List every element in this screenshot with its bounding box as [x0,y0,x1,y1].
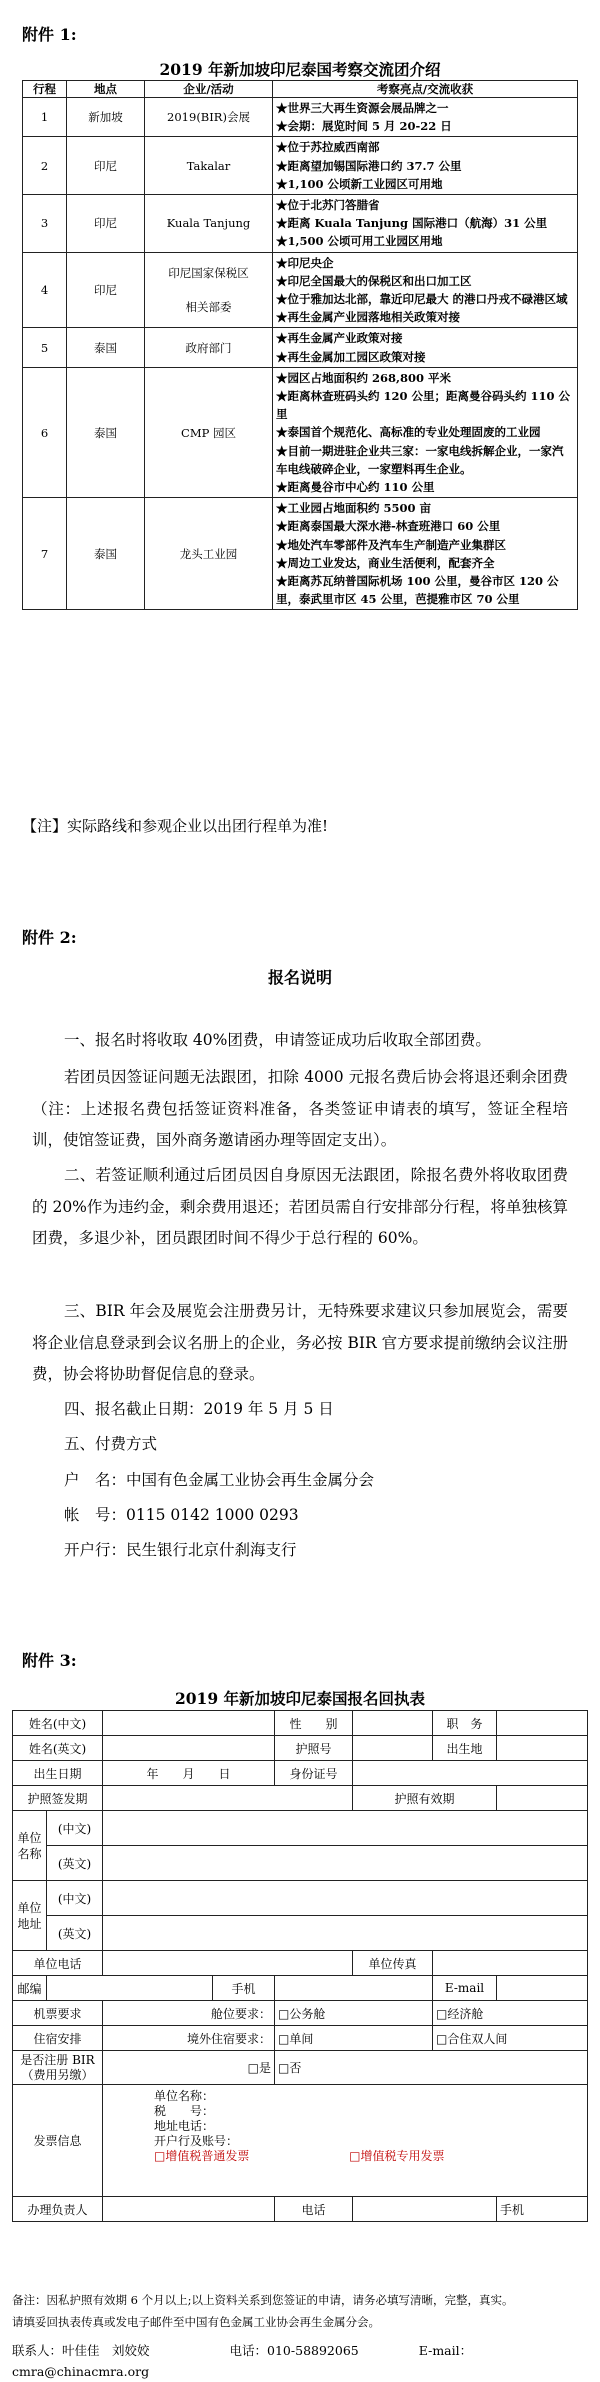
itinerary-table [22,80,578,610]
invoice-special-checkbox[interactable]: □增值税专用发票 [349,2149,445,2163]
highlight-line: ★再生金属产业园落地相关政策对接 [276,310,460,325]
contact-line [12,2340,588,2382]
highlight-line: ★周边工业发达，商业生活便利，配套齐全 [276,555,495,570]
row-activity: Takalar [145,137,273,195]
postcode-field[interactable] [47,1976,213,2001]
highlight-line: ★1,100 公顷新工业园区可用地 [276,176,443,191]
row-activity: Kuala Tanjung [145,195,273,253]
row-activity: 政府部门 [145,328,273,367]
name-en-label: 姓名(英文) [13,1736,103,1761]
highlight-line: ★距离曼谷市中心约 110 公里 [276,480,435,495]
row-highlights [273,137,578,195]
highlight-line: ★世界三大再生资源会展品牌之一 [276,101,449,115]
row-place: 印尼 [67,195,145,253]
activity-line: 相关部委 [185,300,232,315]
table-row [23,498,578,610]
ticket-label: 机票要求 [13,2001,103,2026]
attachment-1-label: 附件 1: [22,25,77,44]
handler-phone-field[interactable] [353,2197,497,2222]
gender-field[interactable] [353,1711,433,1736]
deadline-text: 四、报名截止日期：2019 年 5 月 5 日 [64,1400,334,1418]
account-number-value: 0115 0142 1000 0293 [126,1506,299,1524]
form-note-2: 请填妥回执表传真或发电子邮件至中国有色金属工业协会再生金属分会。 [12,2315,380,2329]
row-activity: 龙头工业园 [145,498,273,610]
row-highlights [273,367,578,497]
row-highlights [273,328,578,367]
handler-field[interactable] [103,2197,275,2222]
unit-name-label: 单位名称 [13,1811,47,1881]
form-note-1: 备注：因私护照有效期 6 个月以上;以上资料关系到您签证的申请，请务必填写清晰，完整，真实。 [12,2293,514,2307]
business-class-checkbox[interactable]: □公务舱 [275,2001,433,2026]
highlight-line: ★印尼央企 [276,255,334,270]
unit-address-label: 单位地址 [13,1881,47,1951]
row-place: 新加坡 [67,98,145,137]
row-no: 2 [23,137,67,195]
email-contact-value: cmra@chinacmra.org [12,2364,150,2379]
account-name-line [64,1468,374,1490]
bank-label: 开户行： [64,1541,127,1559]
unit-name-en-field[interactable] [103,1846,588,1881]
bank-value: 民生银行北京什刹海支行 [126,1541,297,1559]
row-no: 7 [23,498,67,610]
invoice-normal-checkbox[interactable]: □增值税普通发票 [154,2149,250,2163]
mobile-field[interactable] [275,1976,433,2001]
row-no: 3 [23,195,67,253]
invoice-line: 开户行及账号： [154,2134,239,2148]
attachment-3-label: 附件 3: [22,1651,77,1670]
seat-label: 舱位要求： [103,2001,275,2026]
position-label: 职 务 [433,1711,497,1736]
mobile-label: 手机 [213,1976,275,2001]
unit-address-en-field[interactable] [103,1916,588,1951]
bank-line [64,1538,297,1560]
account-name-label: 户 名： [64,1471,127,1489]
header-cell: 考察亮点/交流收获 [273,81,578,98]
row-place: 泰国 [67,367,145,497]
row-highlights [273,98,578,137]
table-row [23,367,578,497]
shared-room-checkbox[interactable]: □合住双人间 [433,2026,588,2051]
invoice-line: 单位名称： [154,2089,215,2103]
row-place: 泰国 [67,498,145,610]
invoice-type-options [106,2149,584,2164]
contact-names: 叶佳佳 刘姣姣 [62,2343,150,2358]
unit-address-cn-label: (中文) [47,1881,103,1916]
hotel-req-label: 境外住宿要求： [103,2026,275,2051]
row-no: 6 [23,367,67,497]
birthplace-label: 出生地 [433,1736,497,1761]
id-number-field[interactable] [353,1761,588,1786]
invoice-field[interactable] [103,2085,588,2197]
row-no: 4 [23,252,67,328]
contact-label: 联系人： [12,2343,63,2358]
highlight-line: ★再生金属加工园区政策对接 [276,349,426,364]
unit-address-en-label: (英文) [47,1916,103,1951]
notes-paragraph-3: 二、若签证顺利通过后团员因自身原因无法跟团，除报名费外将收取团费的 20%作为违约金，剩余费用退还；若团员需自行安排部分行程，将单独核算团费，多退少补，团员跟团时间不得少于总行程的 60%。 [32,1166,568,1247]
unit-name-cn-label: (中文) [47,1811,103,1846]
hotel-label: 住宿安排 [13,2026,103,2051]
email-label: E-mail [433,1976,497,2001]
payment-method-heading: 五、付费方式 [64,1435,158,1453]
passport-issue-field[interactable] [103,1786,353,1811]
unit-address-cn-field[interactable] [103,1881,588,1916]
account-name-value: 中国有色金属工业协会再生金属分会 [126,1471,375,1489]
email-field[interactable] [497,1976,588,2001]
passport-valid-field[interactable] [497,1786,588,1811]
highlight-line: ★再生金属产业政策对接 [276,331,403,346]
highlight-line: ★工业园占地面积约 5500 亩 [276,501,432,516]
table-row [23,98,578,137]
dob-year: 年 [146,1766,159,1781]
dob-label: 出生日期 [13,1761,103,1786]
highlight-line: ★印尼全国最大的保税区和出口加工区 [276,273,472,288]
gender-label: 性 别 [275,1711,353,1736]
attachment-2-label: 附件 2: [22,928,77,947]
notes-paragraph-1: 一、报名时将收取 40%团费，申请签证成功后收取全部团费。 [64,1031,491,1049]
postcode-label: 邮编 [13,1976,47,2001]
table-row [23,328,578,367]
header-cell: 行程 [23,81,67,98]
notes-paragraph-2: 若团员因签证问题无法跟团，扣除 4000 元报名费后协会将退还剩余团费（注：上述报名费包括签证资料准备，各类签证申请表的填写，签证全程培训，使馆签证费，国外商务邀请函办理等固定支出）。 [32,1068,568,1149]
invoice-line: 地址电话： [154,2119,215,2133]
id-number-label: 身份证号 [275,1761,353,1786]
invoice-line: 税 号： [154,2104,215,2118]
row-place: 印尼 [67,137,145,195]
table-header-row [23,81,578,98]
row-activity: 2019(BIR)会展 [145,98,273,137]
highlight-line: ★1,500 公顷可用工业园区用地 [276,234,443,249]
single-room-checkbox[interactable]: □单间 [275,2026,433,2051]
highlight-line: ★泰国首个规范化、高标准的专业处理固废的工业园 [276,425,541,440]
row-no: 5 [23,328,67,367]
name-en-field[interactable] [103,1736,275,1761]
highlight-line: ★距离林查班码头约 120 公里；距离曼谷码头约 110 公里 [276,389,571,422]
passport-label: 护照号 [275,1736,353,1761]
unit-fax-label: 单位传真 [353,1951,433,1976]
bir-no-checkbox[interactable]: □否 [275,2051,588,2085]
unit-name-cn-field[interactable] [103,1811,588,1846]
unit-phone-field[interactable] [103,1951,353,1976]
activity-line: 印尼国家保税区 [168,266,249,281]
unit-phone-label: 单位电话 [13,1951,103,1976]
highlight-line: ★会期：展览时间 5 月 20-22 日 [276,119,452,134]
unit-fax-field[interactable] [433,1951,588,1976]
position-field[interactable] [497,1711,588,1736]
handler-mobile-cell [497,2197,588,2222]
header-cell: 地点 [67,81,145,98]
passport-field[interactable] [353,1736,433,1761]
dob-field[interactable] [103,1761,275,1786]
account-number-line [64,1503,299,1525]
itinerary-note: 【注】实际路线和参观企业以出团行程单为准! [22,817,329,835]
table-row [23,137,578,195]
tel-label: 电话： [229,2343,268,2358]
highlight-line: ★距离苏瓦纳普国际机场 100 公里，曼谷市区 120 公里，泰武里市区 45 公里，芭提雅市区 70 公里 [276,574,559,607]
tel-value: 010-58892065 [267,2343,359,2358]
highlight-line: ★距离 Kuala Tanjung 国际港口（航海）31 公里 [276,216,548,231]
header-cell: 企业/活动 [145,81,273,98]
highlight-line: ★位于苏拉威西南部 [276,140,380,155]
invoice-label: 发票信息 [13,2085,103,2197]
registration-notes-title: 报名说明 [267,968,332,987]
passport-valid-label: 护照有效期 [353,1786,497,1811]
handler-mobile-label: 手机 [500,2202,525,2217]
economy-class-checkbox[interactable]: □经济舱 [433,2001,588,2026]
birthplace-field[interactable] [497,1736,588,1761]
row-highlights [273,252,578,328]
itinerary-table-title: 2019 年新加坡印尼泰国考察交流团介绍 [159,60,441,79]
highlight-line: ★地处汽车零部件及汽车生产制造产业集群区 [276,537,506,552]
registration-form-table [12,1710,588,2222]
highlight-line: ★距离望加锡国际港口约 37.7 公里 [276,158,462,173]
handler-phone-label: 电话 [275,2197,353,2222]
name-cn-label: 姓名(中文) [13,1711,103,1736]
email-contact-label: E-mail： [418,2343,473,2358]
row-activity: CMP 园区 [145,367,273,497]
bir-yes-checkbox[interactable]: □是 [103,2051,275,2085]
row-place: 印尼 [67,252,145,328]
row-highlights [273,195,578,253]
table-row [23,195,578,253]
name-cn-field[interactable] [103,1711,275,1736]
dob-day: 日 [218,1766,231,1781]
handler-label: 办理负责人 [13,2197,103,2222]
registration-form-title: 2019 年新加坡印尼泰国报名回执表 [174,1689,426,1708]
highlight-line: ★园区占地面积约 268,800 平米 [276,370,452,385]
table-row [23,252,578,328]
highlight-line: ★目前一期进驻企业共三家：一家电线拆解企业，一家汽车电线破碎企业，一家塑料再生企业。 [276,443,564,476]
row-place: 泰国 [67,328,145,367]
bir-label: 是否注册 BIR（费用另缴） [13,2051,103,2085]
highlight-line: ★位于雅加达北部，靠近印尼最大 的港口丹戎不碌港区域 [276,292,568,307]
row-highlights [273,498,578,610]
account-number-label: 帐 号： [64,1506,127,1524]
row-activity [145,252,273,328]
passport-issue-label: 护照签发期 [13,1786,103,1811]
row-no: 1 [23,98,67,137]
dob-month: 月 [182,1766,195,1781]
highlight-line: ★位于北苏门答腊省 [276,198,380,213]
highlight-line: ★距离泰国最大深水港-林查班港口 60 公里 [276,519,501,534]
unit-name-en-label: (英文) [47,1846,103,1881]
notes-paragraph-4: 三、BIR 年会及展览会注册费另计，无特殊要求建议只参加展览会，需要将企业信息登录到会议名册上的企业，务必按 BIR 官方要求提前缴纳会议注册费，协会将协助督促信息的登录。 [32,1302,568,1383]
